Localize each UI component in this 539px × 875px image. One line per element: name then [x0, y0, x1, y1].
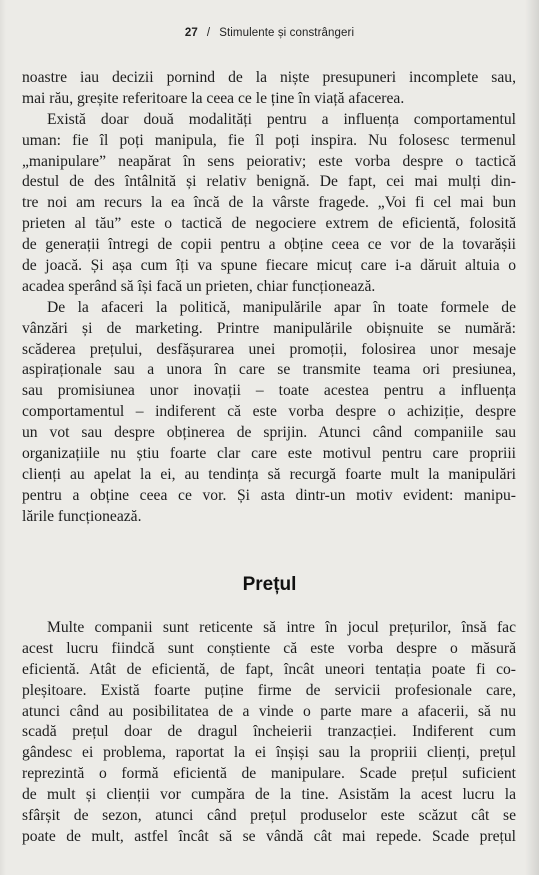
text-line: prieten al tău” este o tactică de negociere extrem de eficientă, folosită [22, 215, 516, 233]
paragraph [22, 68, 516, 110]
text-line: „manipulare” neapărat în sens peiorativ; este vorba despre o tactică [22, 152, 516, 170]
text-line: de joacă. Și așa cum îți va spune fiecare micuț care i-a dăruit altuia o [22, 257, 516, 275]
text-line: clienți au apelat la ei, au tendința să recurgă foarte mult la manipulări [22, 465, 516, 483]
text-line: sfârșit de sezon, atunci când prețul produselor este scăzut cât se [22, 807, 516, 825]
section-heading: Prețul [242, 574, 297, 595]
text-line: un vot sau despre obținerea de sprijin. Atunci când companiile sau [22, 424, 516, 442]
text-line: lările funcționează. [22, 507, 142, 525]
text-line: De la afaceri la politică, manipulările apar în toate formele de [47, 298, 516, 316]
page-number: 27 [184, 27, 198, 39]
text-line: mai rău, greșite referitoare la ceea ce le ține în viață afacerea. [22, 89, 405, 107]
text-line: vânzări și de marketing. Printre manipulările obișnuite se numără: [22, 319, 516, 337]
text-line: comportamentul – indiferent că este vorba despre o achiziție, despre [22, 403, 516, 421]
text-line: pleșitoare. Există foarte puține firme de servicii profesionale care, [22, 681, 516, 699]
page-right-shadow [525, 0, 539, 875]
text-line: sau promisiunea unor inovații – toate acestea pentru a influența [22, 382, 516, 400]
text-line: de generații întregi de copii pentru a obține ceea ce vor de la tovarășii [22, 236, 516, 254]
text-line: Multe companii sunt reticente să intre în jocul prețurilor, însă fac [47, 619, 516, 636]
text-line: eficientă. Atât de eficientă, de fapt, încât uneori tentația poate fi co- [22, 660, 516, 678]
text-line: noastre iau decizii pornind de la niște presupuneri incomplete sau, [22, 69, 516, 86]
paragraph [22, 618, 516, 848]
text-line: aspiraționale sau a unora în care se transmite teama ori presiunea, [22, 361, 516, 379]
chapter-title: Stimulente și constrângeri [219, 27, 355, 39]
text-line: acadea sperând să își facă un prieten, chiar funcționează. [22, 277, 376, 295]
text-line: poate de mult, astfel încât să se vândă cât mai repede. Scade prețul [22, 827, 516, 845]
paragraph [22, 298, 516, 528]
text-line: Există doar două modalități pentru a influența comportamentul [47, 110, 516, 128]
header-separator: / [206, 27, 211, 39]
page-left-shadow [0, 0, 6, 875]
text-line: pentru a obține ceea ce vor. Și asta dintr-un motiv evident: manipu- [22, 486, 516, 504]
text-line: reprezintă o formă eficientă de manipulare. Scade prețul suficient [22, 765, 516, 783]
paragraph [22, 110, 516, 298]
text-line: scadă prețul doar de dragul încheierii tranzacției. Indiferent cum [22, 723, 516, 741]
running-header [0, 27, 539, 39]
text-line: de mult și clienții vor cumpăra de la tine. Asistăm la acest lucru la [22, 786, 516, 804]
text-line: organizațiile nu știu foarte clar care este motivul pentru care propriii [22, 445, 516, 463]
text-line: uman: fie îl poți manipula, fie îl poți inspira. Nu folosesc termenul [22, 131, 516, 149]
body-text-top [22, 68, 516, 528]
text-line: acest lucru fiindcă sunt conștiente că este vorba despre o măsură [22, 639, 516, 657]
text-line: atunci când au posibilitatea de a vinde o parte mare a afacerii, să nu [22, 702, 516, 720]
text-line: destul de des întâlnită și relativ benignă. De fapt, cei mai mulți din- [22, 173, 516, 191]
text-line: tre noi am recurs la ea încă de la vârste fragede. „Voi fi cel mai bun [22, 194, 516, 212]
text-line: scăderea prețului, desfășurarea unei promoții, folosirea unor mesaje [22, 340, 516, 358]
text-line: gândesc ei problema, raportat la ei înșiși sau la propriii clienți, prețul [22, 744, 516, 762]
body-text-bottom [22, 618, 516, 848]
